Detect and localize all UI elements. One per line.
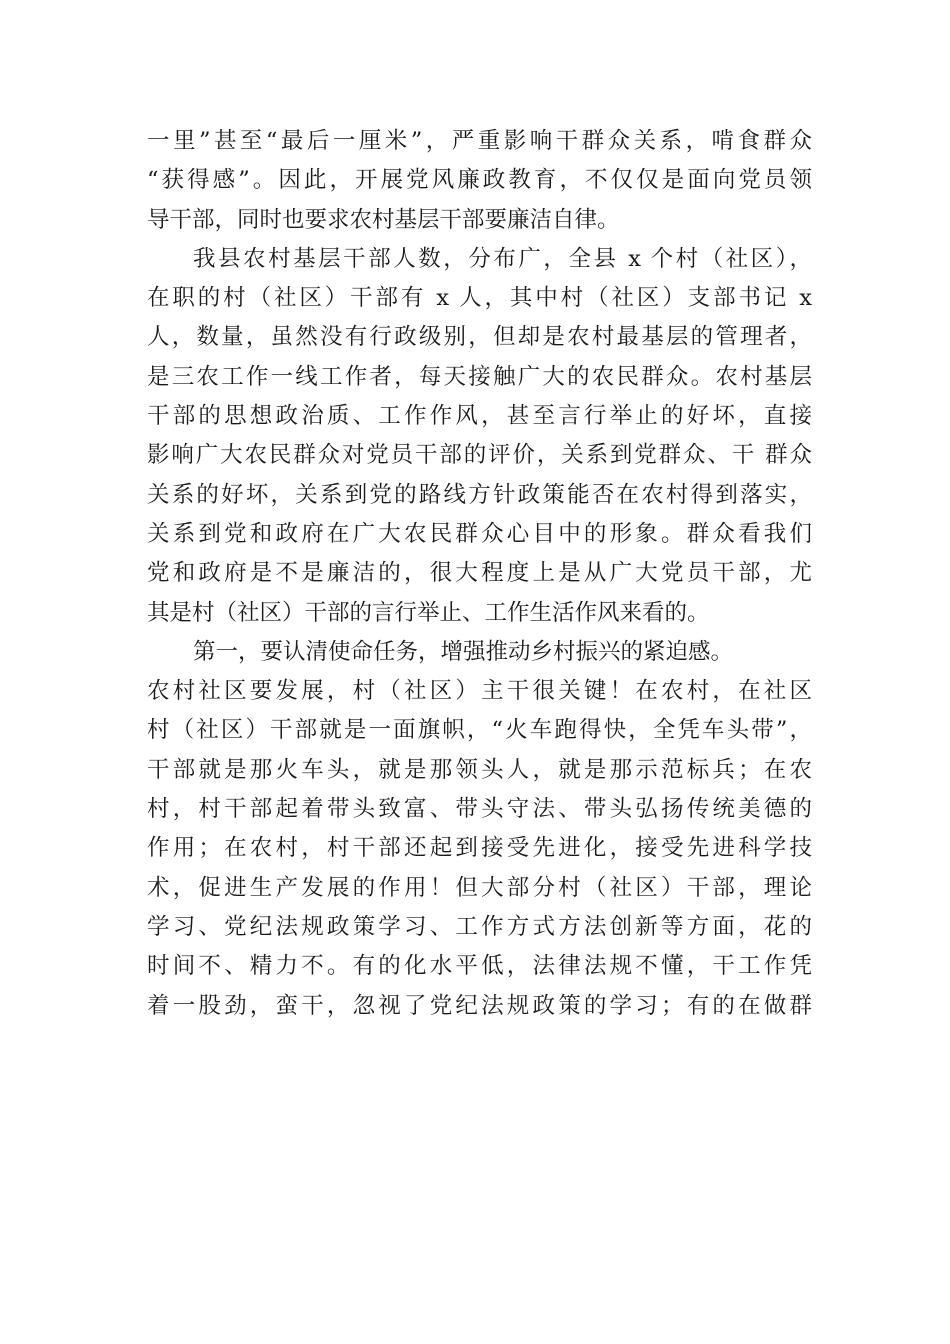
text-line: “获得感”。因此，开展党风廉政教育，不仅仅是面向党员领 (147, 167, 812, 194)
text-line: 其是村（社区）干部的言行举止、工作生活作风来看的。 (147, 599, 710, 626)
text-line: 农村社区要发展，村（社区）主干很关键！在农村，在社区 (147, 678, 812, 705)
text-line: 作用；在农村，村干部还起到接受先进化，接受先进科学技 (147, 835, 812, 862)
text-line: 在职的村（社区）干部有 x 人，其中村（社区）支部书记 x (147, 285, 812, 312)
text-line: 关系到党和政府在广大农民群众心目中的形象。群众看我们 (147, 520, 812, 547)
text-line: 村，村干部起着带头致富、带头守法、带头弘扬传统美德的 (147, 796, 812, 823)
text-line: 术，促进生产发展的作用！但大部分村（社区）干部，理论 (147, 874, 812, 901)
text-line: 人，数量，虽然没有行政级别，但却是农村最基层的管理者， (147, 324, 812, 351)
section-heading-line: 第一，要认清使命任务，增强推动乡村振兴的紧迫感。 (193, 638, 734, 665)
text-line: 一里”甚至“最后一厘米”，严重影响干群众关系，啃食群众 (147, 128, 812, 154)
text-line: 党和政府是不是廉洁的，很大程度上是从广大党员干部，尤 (147, 560, 812, 587)
text-line: 干部就是那火车头，就是那领头人，就是那示范标兵；在农 (147, 756, 812, 783)
text-line: 学习、党纪法规政策学习、工作方式方法创新等方面，花的 (147, 913, 812, 940)
text-line: 导干部，同时也要求农村基层干部要廉洁自律。 (147, 206, 620, 233)
text-line: 干部的思想政治质、工作作风，甚至言行举止的好坏，直接 (147, 403, 812, 430)
text-line: 是三农工作一线工作者，每天接触广大的农民群众。农村基层 (147, 363, 812, 390)
text-line: 着一股劲，蛮干，忽视了党纪法规政策的学习；有的在做群 (147, 992, 812, 1019)
text-line: 影响广大农民群众对党员干部的评价，关系到党群众、干 群众 (147, 442, 812, 469)
paragraph-start-line: 我县农村基层干部人数，分布广，全县 x 个村（社区）， (193, 245, 812, 272)
text-line: 时间不、精力不。有的化水平低，法律法规不懂，干工作凭 (147, 953, 812, 980)
document-body (147, 122, 812, 1026)
text-line: 村（社区）干部就是一面旗帜，“火车跑得快，全凭车头带”， (147, 717, 812, 744)
text-line: 关系的好坏，关系到党的路线方针政策能否在农村得到落实， (147, 481, 812, 508)
